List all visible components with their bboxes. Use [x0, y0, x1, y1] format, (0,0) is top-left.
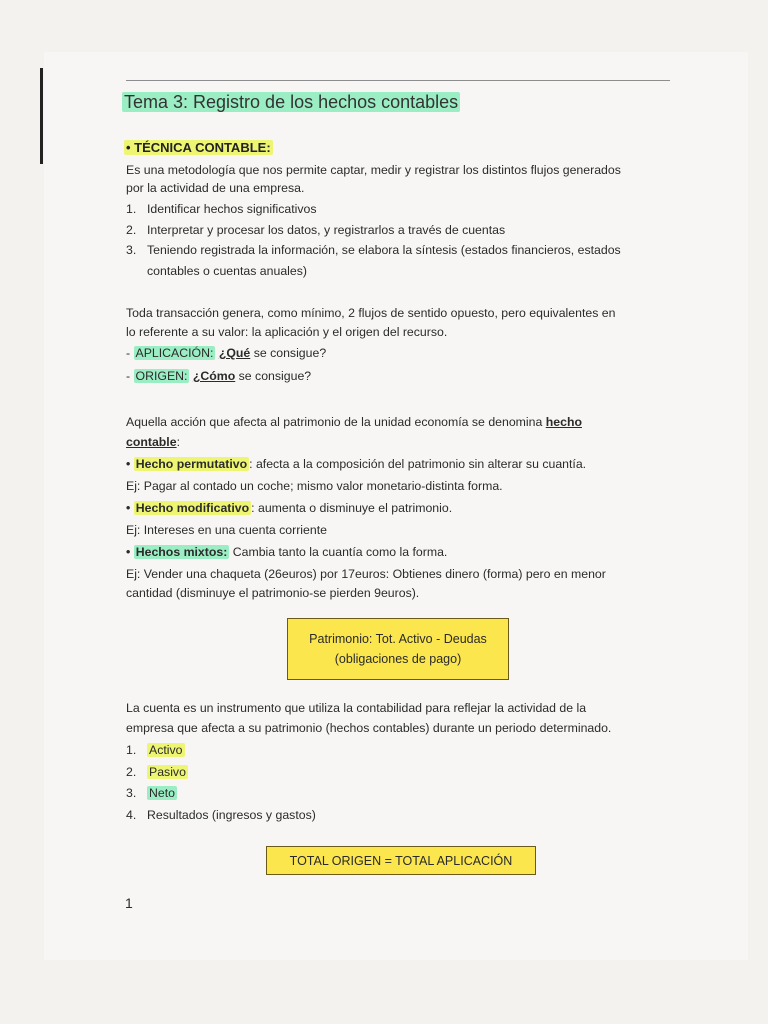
section-heading-tecnica: • TÉCNICA CONTABLE: — [126, 140, 271, 155]
hecho-modificativo-ejemplo: Ej: Intereses en una cuenta corriente — [126, 523, 327, 537]
patrimonio-box: Patrimonio: Tot. Activo - Deudas (obligaciones de pago) — [287, 618, 509, 680]
page-number: 1 — [125, 895, 133, 911]
list-item: 1. Identificar hechos significativos — [126, 202, 317, 216]
list-item: 4. Resultados (ingresos y gastos) — [126, 807, 316, 822]
tecnica-steps-list — [126, 199, 621, 281]
header-rule — [126, 80, 670, 81]
origen-item: - ORIGEN: ¿Cómo se consigue? — [126, 369, 312, 383]
tecnica-intro-line-1: Es una metodología que nos permite captar, medir y registrar los distintos flujos generados — [126, 163, 621, 177]
list-item: 2. Interpretar y procesar los datos, y registrarlos a través de cuentas — [126, 222, 506, 237]
hechos-mixtos-ejemplo-2: cantidad (disminuye el patrimonio-se pierden 9euros). — [126, 586, 420, 600]
hecho-modificativo: • Hecho modificativo : aumenta o disminuye el patrimonio. — [126, 501, 453, 515]
list-item: 2. Pasivo — [126, 764, 186, 779]
hechos-mixtos-ejemplo-1: Ej: Vender una chaqueta (26euros) por 17euros: Obtienes dinero (forma) pero en menor — [126, 567, 606, 581]
hechos-mixtos: • Hechos mixtos: Cambia tanto la cuantía como la forma. — [126, 545, 448, 559]
list-item: 3. Teniendo registrada la información, se elabora la síntesis (estados financieros, estados contables o cuentas anuales) — [126, 243, 621, 278]
cuenta-line-2: empresa que afecta a su patrimonio (hechos contables) durante un periodo determinado. — [126, 721, 612, 735]
hecho-line-1: Aquella acción que afecta al patrimonio de la unidad economía se denomina hecho — [126, 415, 582, 429]
tecnica-intro-line-2: por la actividad de una empresa. — [126, 181, 305, 195]
cuenta-line-1: La cuenta es un instrumento que utiliza la contabilidad para reflejar la actividad de la — [126, 701, 587, 715]
list-item: 1. Activo — [126, 743, 183, 757]
total-origen-aplicacion-box: TOTAL ORIGEN = TOTAL APLICACIÓN — [266, 846, 536, 875]
scan-edge — [40, 68, 43, 164]
page-title: Tema 3: Registro de los hechos contables — [124, 92, 459, 112]
list-item: 3. Neto — [126, 786, 175, 800]
hecho-permutativo: • Hecho permutativo : afecta a la composición del patrimonio sin alterar su cuantía. — [126, 457, 587, 471]
hecho-line-2: contable: — [126, 435, 180, 449]
cuenta-types-list — [126, 740, 316, 826]
aplicacion-item: - APLICACIÓN: ¿Qué se consigue? — [126, 346, 327, 360]
transaccion-line-1: Toda transacción genera, como mínimo, 2 flujos de sentido opuesto, pero equivalentes en — [126, 306, 616, 320]
transaccion-line-2: lo referente a su valor: la aplicación y el origen del recurso. — [126, 325, 448, 339]
hecho-permutativo-ejemplo: Ej: Pagar al contado un coche; mismo valor monetario-distinta forma. — [126, 479, 503, 493]
